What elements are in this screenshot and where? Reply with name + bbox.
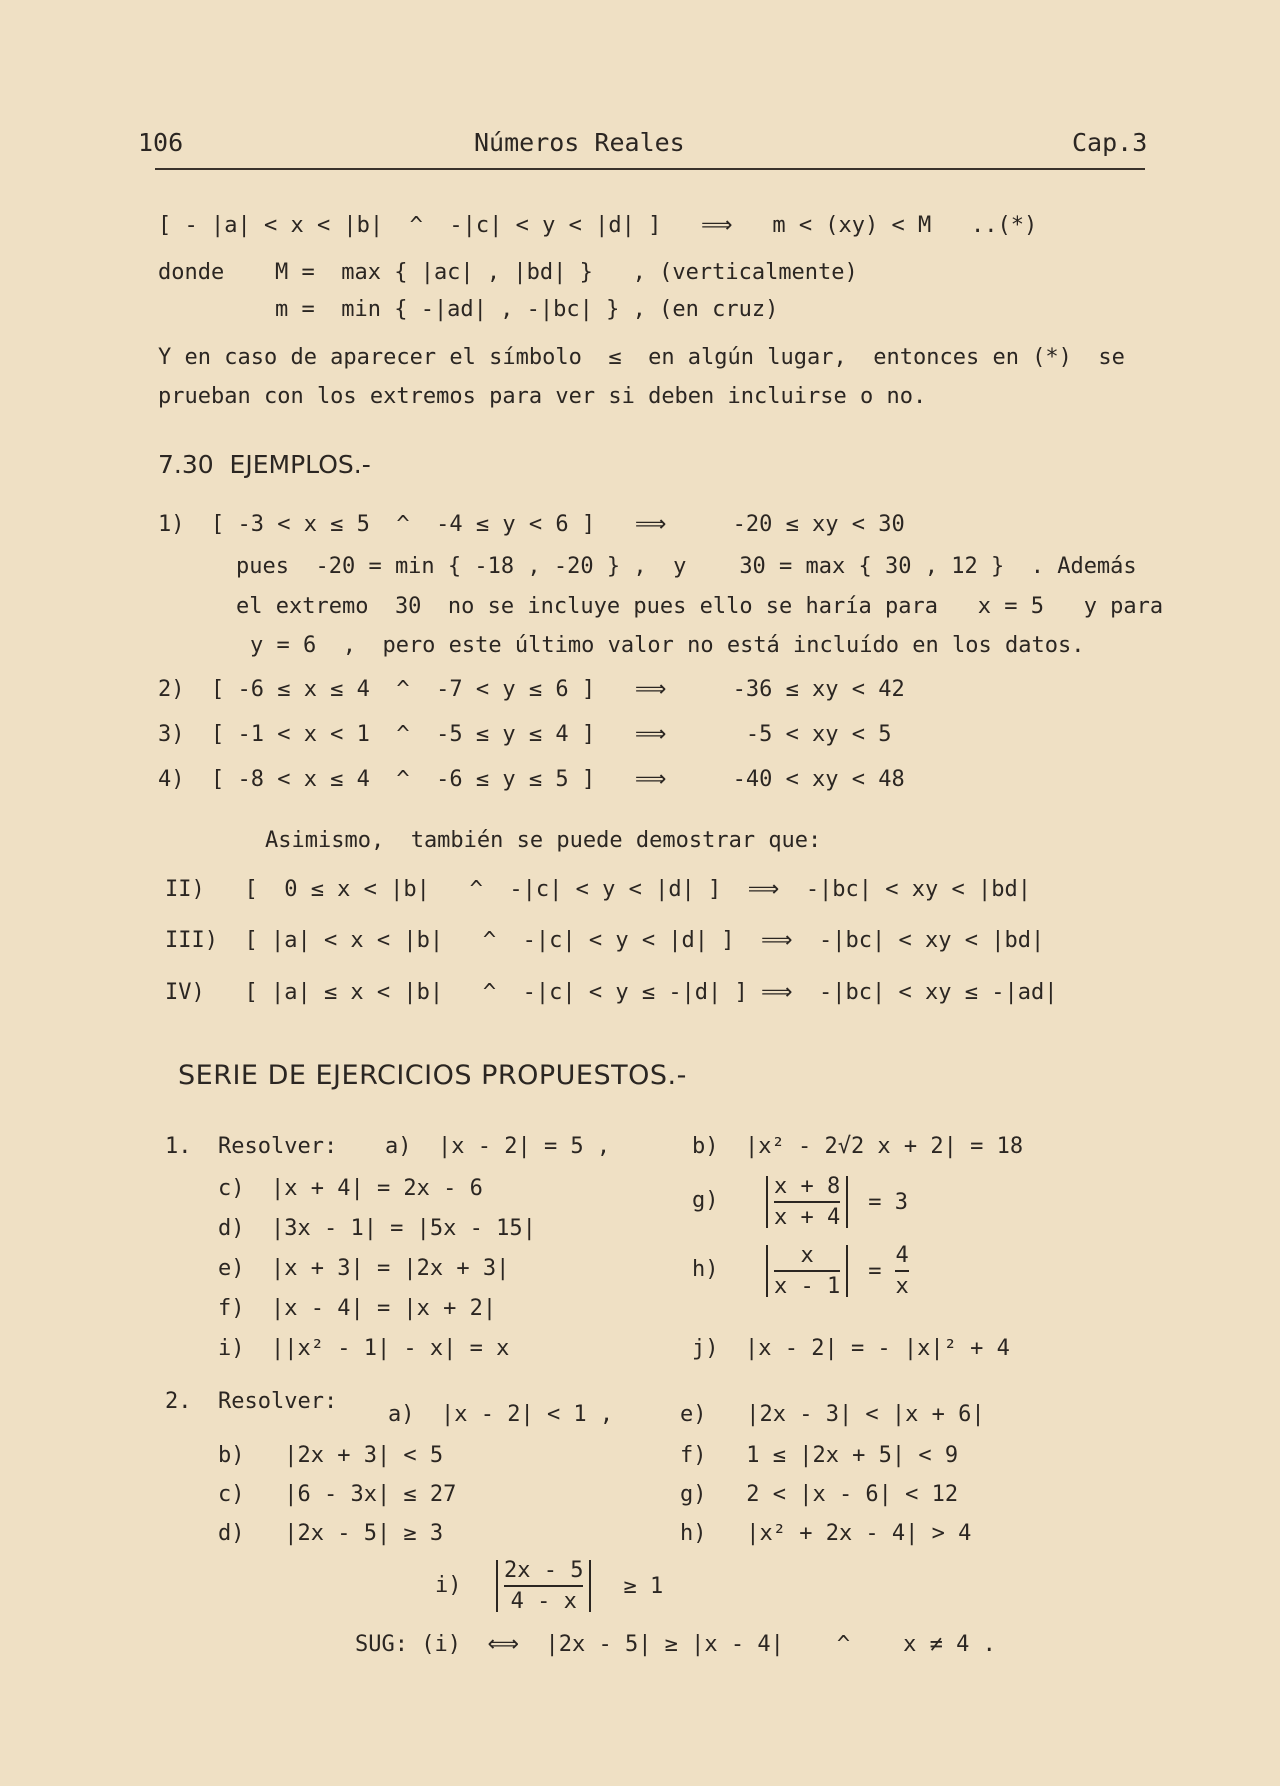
fraction-line [774, 1201, 840, 1203]
problem-1d: d) |3x - 1| = |5x - 15| [218, 1216, 536, 1241]
problem-1e: e) |x + 3| = |2x + 3| [218, 1256, 510, 1281]
page-title: Números Reales [474, 128, 685, 157]
property-II: II) [ 0 ≤ x < |b| ^ -|c| < y < |d| ] ⟹ -|bc| < xy < |bd| [165, 877, 1031, 902]
example-1-explanation-1: pues -20 = min { -18 , -20 } , y 30 = max { 30 , 12 } . Además [236, 554, 1137, 579]
problem-2h: h) |x² + 2x - 4| > 4 [680, 1521, 972, 1546]
abs-bar-right [589, 1560, 591, 1612]
problem-2-label: 2. Resolver: [165, 1389, 338, 1414]
problem-2g: g) 2 < |x - 6| < 12 [680, 1482, 959, 1507]
problem-2i-label: i) [435, 1573, 462, 1598]
problem-2i-expression [490, 1558, 663, 1614]
chapter-label: Cap.3 [1072, 128, 1148, 157]
examples-heading: 7.30 EJEMPLOS.- [158, 450, 371, 479]
problem-1b: b) |x² - 2√2 x + 2| = 18 [692, 1134, 1024, 1159]
problem-2c: c) |6 - 3x| ≤ 27 [218, 1482, 457, 1507]
exercises-heading: SERIE DE EJERCICIOS PROPUESTOS.- [178, 1060, 687, 1091]
suggestion: SUG: (i) ⟺ |2x - 5| ≥ |x - 4| ^ x ≠ 4 . [355, 1632, 996, 1657]
intro-formula: [ - |a| < x < |b| ^ -|c| < y < |d| ] ⟹ m < (xy) < M ..(*) [158, 213, 1038, 238]
fraction [774, 1174, 840, 1230]
equals: = [868, 1258, 882, 1284]
problem-2f: f) 1 ≤ |2x + 5| < 9 [680, 1443, 959, 1468]
problem-2d: d) |2x - 5| ≥ 3 [218, 1521, 444, 1546]
rhs: ≥ 1 [623, 1573, 664, 1599]
problem-1f: f) |x - 4| = |x + 2| [218, 1296, 497, 1321]
rhs: = 3 [868, 1189, 908, 1215]
note-line-1: Y en caso de aparecer el símbolo ≤ en algún lugar, entonces en (*) se [158, 345, 1125, 370]
problem-1h-expression [760, 1243, 909, 1299]
problem-2b: b) |2x + 3| < 5 [218, 1443, 444, 1468]
problem-1-label: 1. Resolver: [165, 1134, 338, 1159]
abs-bar-left [496, 1560, 498, 1612]
also-text: Asimismo, también se puede demostrar que: [265, 828, 822, 853]
problem-1c: c) |x + 4| = 2x - 6 [218, 1176, 483, 1201]
example-3: 3) [ -1 < x < 1 ^ -5 ≤ y ≤ 4 ] ⟹ -5 < xy < 5 [158, 722, 892, 747]
where-label: donde [158, 260, 225, 285]
problem-1j: j) |x - 2| = - |x|² + 4 [692, 1336, 1010, 1361]
example-2: 2) [ -6 ≤ x ≤ 4 ^ -7 < y ≤ 6 ] ⟹ -36 ≤ xy < 42 [158, 677, 905, 702]
problem-1h-label: h) [692, 1257, 719, 1282]
numerator: x [800, 1243, 814, 1268]
numerator: x + 8 [774, 1174, 841, 1199]
rhs-denominator: x [895, 1274, 909, 1299]
m-definition: m = min { -|ad| , -|bc| } , (en cruz) [275, 297, 779, 322]
note-line-2: prueban con los extremos para ver si deben incluirse o no. [158, 384, 927, 409]
problem-1g-expression [760, 1174, 908, 1230]
example-1-explanation-3: y = 6 , pero este último valor no está incluído en los datos. [250, 633, 1085, 658]
abs-bar-right [846, 1245, 848, 1297]
problem-1g-label: g) [692, 1188, 719, 1213]
numerator: 2x - 5 [504, 1558, 584, 1583]
header-rule [155, 168, 1145, 170]
problem-1a: a) |x - 2| = 5 , [385, 1134, 611, 1159]
property-IV: IV) [ |a| ≤ x < |b| ^ -|c| < y ≤ -|d| ] ⟹ -|bc| < xy ≤ -|ad| [165, 980, 1058, 1005]
fraction-line [774, 1270, 840, 1272]
fraction [504, 1558, 583, 1614]
property-III: III) [ |a| < x < |b| ^ -|c| < y < |d| ] ⟹ -|bc| < xy < |bd| [165, 928, 1045, 953]
fraction-line [504, 1585, 583, 1587]
denominator: 4 - x [510, 1589, 577, 1614]
problem-1i: i) ||x² - 1| - x| = x [218, 1336, 510, 1361]
abs-bar-right [846, 1176, 848, 1228]
denominator: x - 1 [774, 1274, 841, 1299]
example-1-explanation-2: el extremo 30 no se incluye pues ello se haría para x = 5 y para [236, 594, 1164, 619]
problem-2a: a) |x - 2| < 1 , [388, 1402, 614, 1427]
rhs-numerator: 4 [895, 1243, 909, 1268]
example-1: 1) [ -3 < x ≤ 5 ^ -4 ≤ y < 6 ] ⟹ -20 ≤ xy < 30 [158, 512, 905, 537]
M-definition: M = max { |ac| , |bd| } , (verticalmente) [275, 260, 858, 285]
abs-bar-left [766, 1245, 768, 1297]
denominator: x + 4 [774, 1205, 841, 1230]
example-4: 4) [ -8 < x ≤ 4 ^ -6 ≤ y ≤ 5 ] ⟹ -40 < xy < 48 [158, 767, 905, 792]
fraction-line [895, 1270, 908, 1272]
page-number: 106 [138, 128, 184, 157]
problem-2e: e) |2x - 3| < |x + 6| [680, 1402, 985, 1427]
rhs-fraction [895, 1243, 908, 1299]
abs-bar-left [766, 1176, 768, 1228]
fraction [774, 1243, 840, 1299]
